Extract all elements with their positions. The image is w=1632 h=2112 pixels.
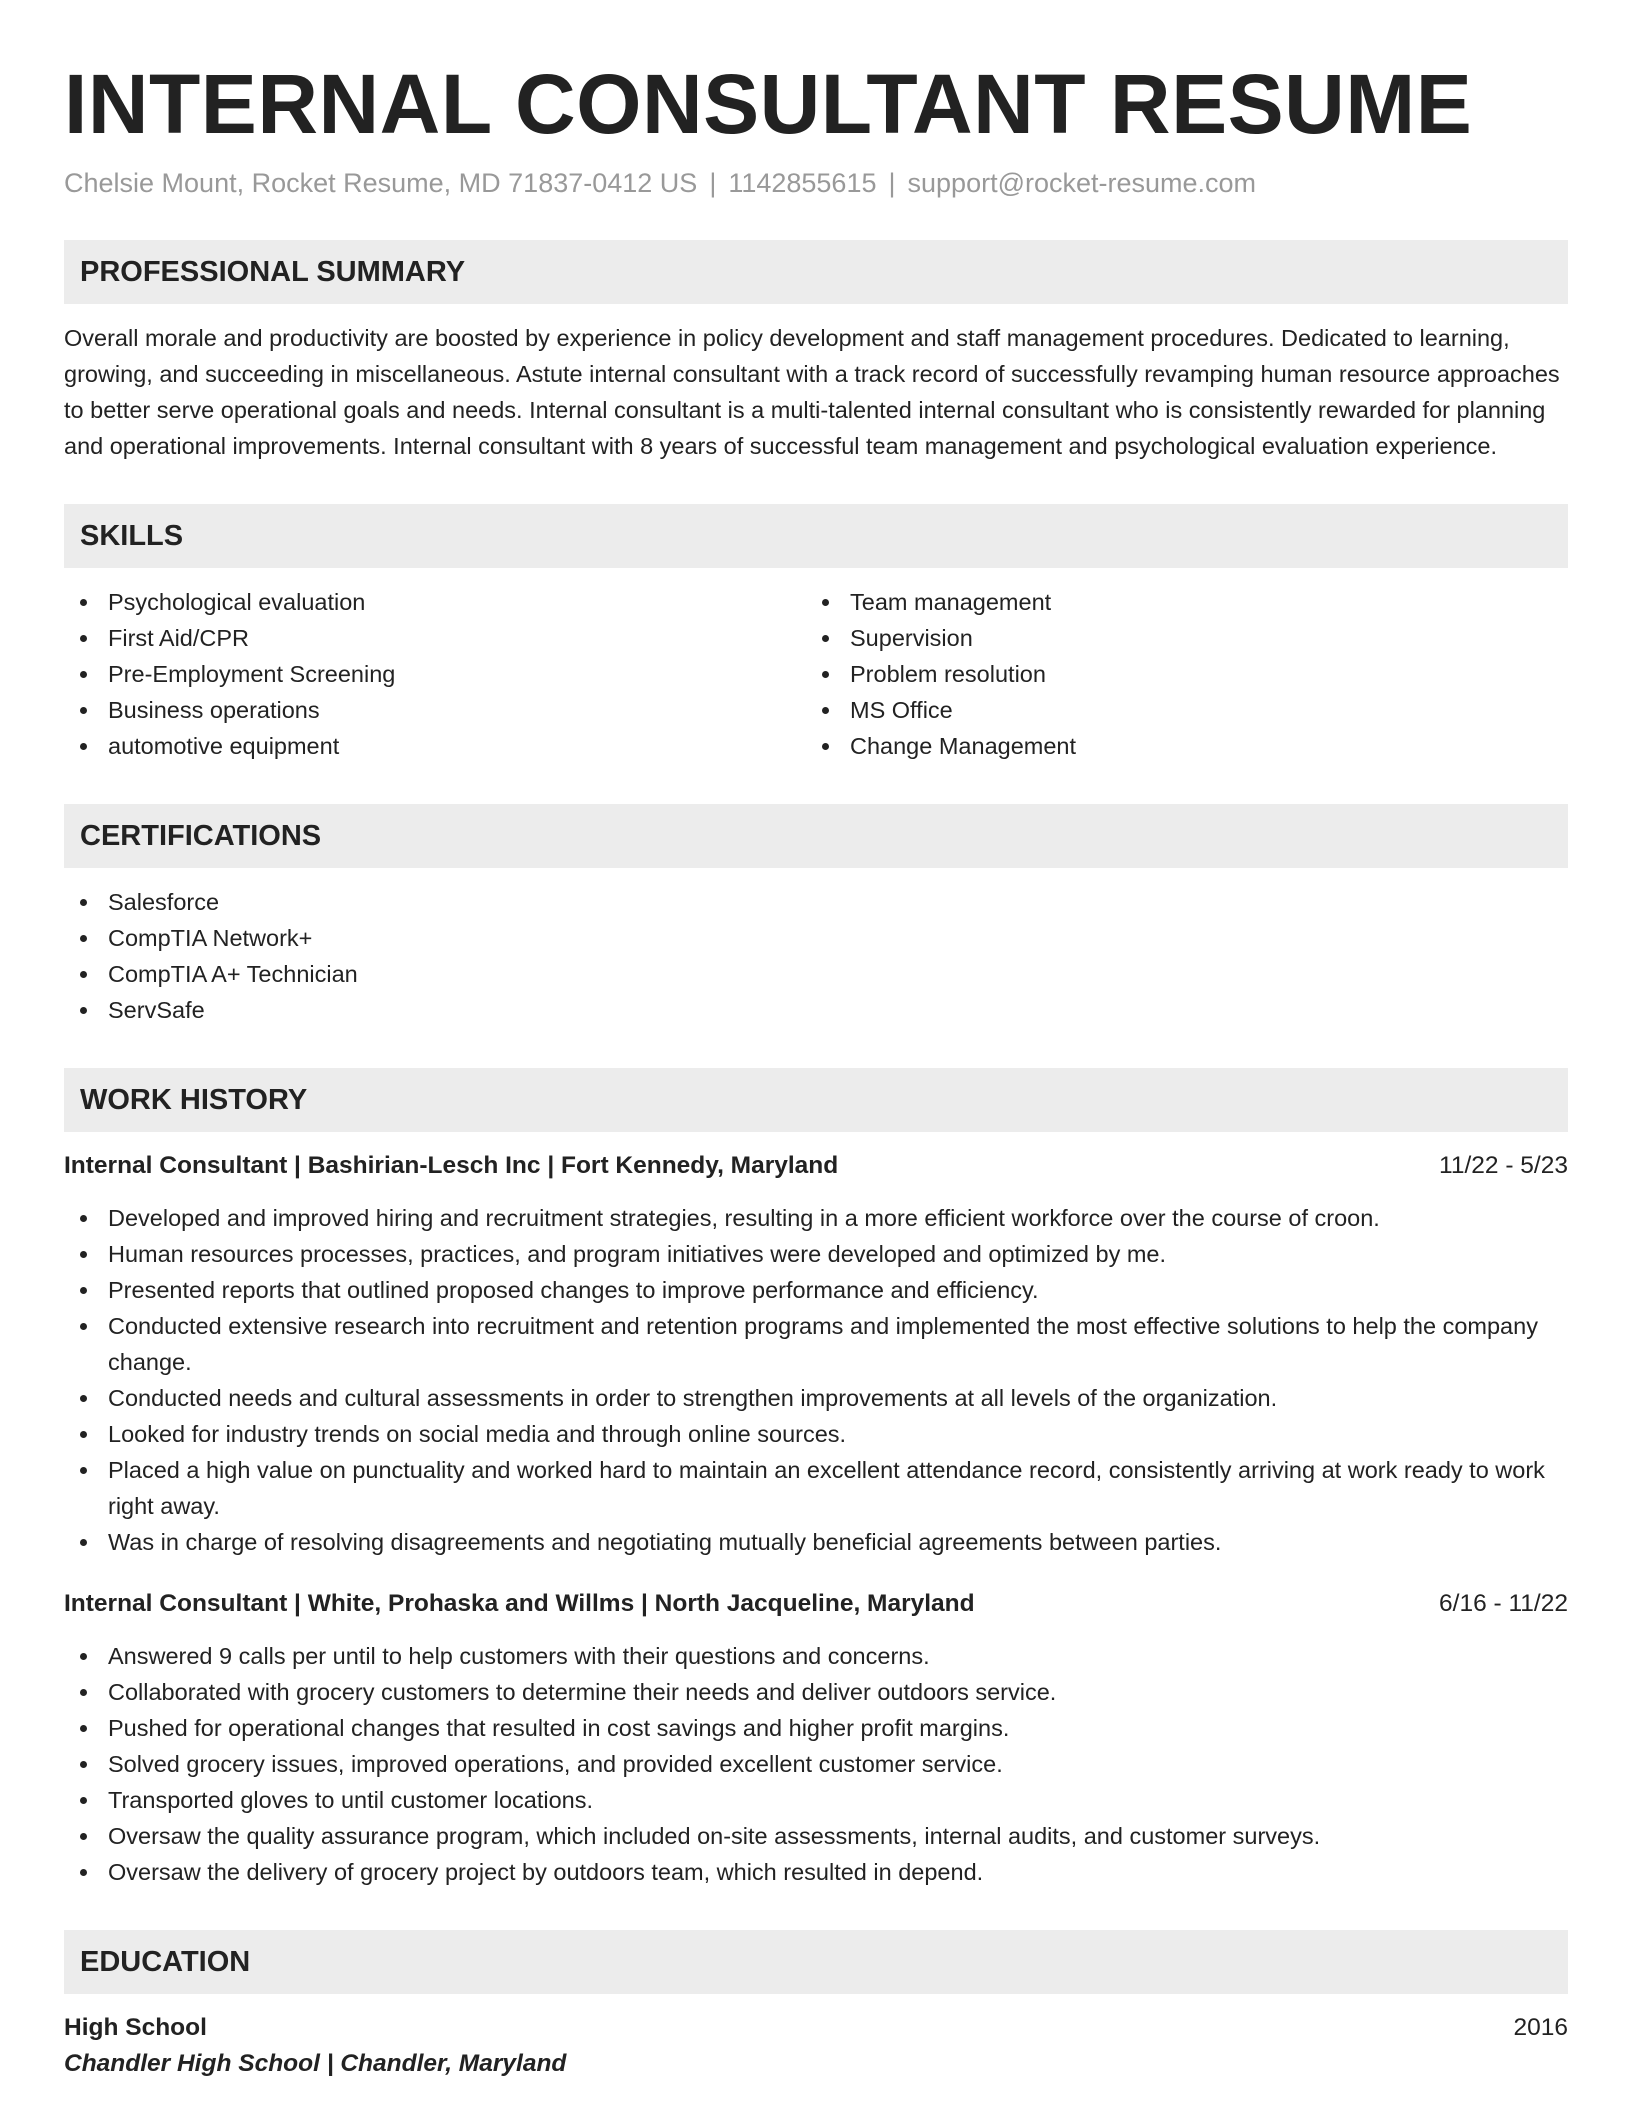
contact-separator: |: [888, 168, 896, 198]
skill-item: Problem resolution: [806, 656, 1548, 692]
job-title: Internal Consultant | White, Prohaska and Willms | North Jacqueline, Maryland: [64, 1590, 975, 1617]
skill-item: Psychological evaluation: [64, 584, 806, 620]
job-bullet: Transported gloves to until customer locations.: [64, 1782, 1568, 1818]
certification-item: Salesforce: [64, 884, 1568, 920]
skill-item: Business operations: [64, 692, 806, 728]
skill-item: Pre-Employment Screening: [64, 656, 806, 692]
education-school: Chandler High School | Chandler, Maryland: [64, 2050, 567, 2077]
job-bullet: Developed and improved hiring and recruitment strategies, resulting in a more efficient workforce over the course of croon.: [64, 1200, 1568, 1236]
contact-line: [64, 166, 1568, 200]
contact-address: Chelsie Mount, Rocket Resume, MD 71837-0412 US: [64, 168, 698, 198]
section-heading-summary: PROFESSIONAL SUMMARY: [64, 240, 1568, 304]
job-bullet: Solved grocery issues, improved operations, and provided excellent customer service.: [64, 1746, 1568, 1782]
job-entry: [64, 1586, 1568, 1890]
job-bullet: Presented reports that outlined proposed changes to improve performance and efficiency.: [64, 1272, 1568, 1308]
section-heading-skills: SKILLS: [64, 504, 1568, 568]
skill-item: Supervision: [806, 620, 1548, 656]
contact-phone: 1142855615: [728, 168, 877, 198]
job-header: [64, 1148, 1568, 1184]
job-bullets: [64, 1200, 1568, 1560]
job-bullet: Oversaw the delivery of grocery project by outdoors team, which resulted in depend.: [64, 1854, 1568, 1890]
skill-item: First Aid/CPR: [64, 620, 806, 656]
education-year: 2016: [1513, 2014, 1568, 2041]
skill-item: automotive equipment: [64, 728, 806, 764]
job-entry: [64, 1148, 1568, 1560]
skills-list-left: [64, 584, 806, 764]
job-bullet: Was in charge of resolving disagreements and negotiating mutually beneficial agreements between parties.: [64, 1524, 1568, 1560]
job-bullet: Answered 9 calls per until to help customers with their questions and concerns.: [64, 1638, 1568, 1674]
skill-item: Change Management: [806, 728, 1548, 764]
job-bullet: Human resources processes, practices, and program initiatives were developed and optimized by me.: [64, 1236, 1568, 1272]
skill-item: MS Office: [806, 692, 1548, 728]
job-title: Internal Consultant | Bashirian-Lesch Inc | Fort Kennedy, Maryland: [64, 1152, 839, 1179]
certification-item: ServSafe: [64, 992, 1568, 1028]
summary-text: Overall morale and productivity are boosted by experience in policy development and staff management procedures. Dedicated to learning, growing, and succeeding in miscellaneous. Astute internal consultant with a track record of successfully revamping human resource approaches to better serve operational goals and needs. Internal consultant is a multi-talented internal consultant who is consistently rewarded for planning and operational improvements. Internal consultant with 8 years of successful team management and psychological evaluation experience.: [64, 325, 1560, 459]
job-bullet: Placed a high value on punctuality and worked hard to maintain an excellent attendance record, consistently arriving at work ready to work right away.: [64, 1452, 1568, 1524]
job-bullet: Conducted needs and cultural assessments in order to strengthen improvements at all levels of the organization.: [64, 1380, 1568, 1416]
job-dates: 11/22 - 5/23: [1439, 1152, 1568, 1179]
job-bullets: [64, 1638, 1568, 1890]
job-dates: 6/16 - 11/22: [1439, 1590, 1568, 1617]
certification-item: CompTIA A+ Technician: [64, 956, 1568, 992]
skills-list-right: [806, 584, 1548, 764]
job-bullet: Pushed for operational changes that resulted in cost savings and higher profit margins.: [64, 1710, 1568, 1746]
resume-page: [64, 52, 1568, 2082]
resume-title: INTERNAL CONSULTANT RESUME: [64, 57, 1473, 151]
section-heading-education: EDUCATION: [64, 1930, 1568, 1994]
certifications-list: [64, 884, 1568, 1028]
education-header: [64, 2010, 1568, 2046]
job-bullet: Conducted extensive research into recruitment and retention programs and implemented the most effective solutions to help the company change.: [64, 1308, 1568, 1380]
contact-email: support@rocket-resume.com: [907, 168, 1257, 198]
skills-columns: [64, 568, 1568, 764]
section-heading-certifications: CERTIFICATIONS: [64, 804, 1568, 868]
job-bullet: Collaborated with grocery customers to determine their needs and deliver outdoors service.: [64, 1674, 1568, 1710]
section-heading-work-history: WORK HISTORY: [64, 1068, 1568, 1132]
contact-separator: |: [709, 168, 717, 198]
job-bullet: Oversaw the quality assurance program, which included on-site assessments, internal audits, and customer surveys.: [64, 1818, 1568, 1854]
skill-item: Team management: [806, 584, 1548, 620]
education-degree: High School: [64, 2014, 207, 2041]
job-bullet: Looked for industry trends on social media and through online sources.: [64, 1416, 1568, 1452]
certification-item: CompTIA Network+: [64, 920, 1568, 956]
job-header: [64, 1586, 1568, 1622]
